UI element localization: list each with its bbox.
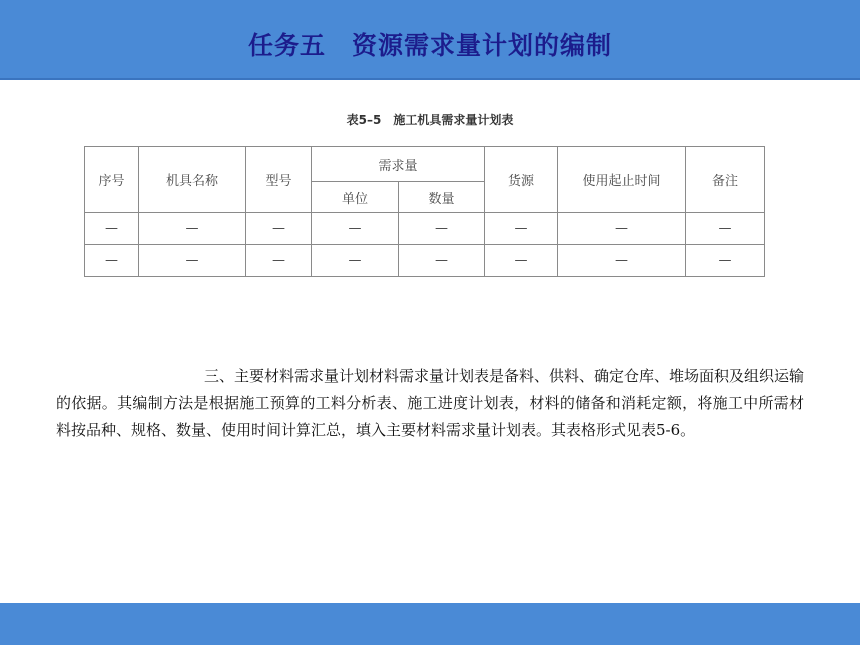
table-cell: — [686, 213, 765, 245]
table-cell: — [399, 213, 485, 245]
table-cell: — [485, 213, 558, 245]
table-row [85, 245, 765, 277]
table-caption: 表5–5 施工机具需求量计划表 [346, 113, 514, 127]
table-cell: — [312, 245, 399, 277]
header-model: 型号 [246, 147, 312, 213]
table-cell: — [139, 245, 246, 277]
table-cell: — [558, 213, 686, 245]
table-cell: — [485, 245, 558, 277]
slide-title: 任务五 资源需求量计划的编制 [247, 31, 612, 60]
paragraph-text: 三、主要材料需求量计划材料需求量计划表是备料、供料、确定仓库、堆场面积及组织运输的依据。其编制方法是根据施工预算的工料分析表、施工进度计划表，材料的储备和消耗定额，将施工中所需材料按品种、规格、数量、使用时间计算汇总，填入主要材料需求量计划表。其表格形式见表5-6。 [56, 367, 805, 439]
header-name: 机具名称 [139, 147, 246, 213]
table-cell: — [85, 213, 139, 245]
equipment-demand-table [84, 146, 765, 277]
header-qty: 数量 [399, 182, 485, 213]
header-remark: 备注 [686, 147, 765, 213]
table-cell: — [399, 245, 485, 277]
table-cell: — [558, 245, 686, 277]
table-cell: — [686, 245, 765, 277]
table-cell: — [139, 213, 246, 245]
header-time: 使用起止时间 [558, 147, 686, 213]
header-seq: 序号 [85, 147, 139, 213]
table-cell: — [312, 213, 399, 245]
header-source: 货源 [485, 147, 558, 213]
footer-band [0, 603, 860, 645]
header-demand: 需求量 [312, 147, 485, 182]
body-paragraph [56, 363, 804, 444]
table-row [85, 213, 765, 245]
table-cell: — [246, 213, 312, 245]
table-cell: — [85, 245, 139, 277]
table-cell: — [246, 245, 312, 277]
header-unit: 单位 [312, 182, 399, 213]
